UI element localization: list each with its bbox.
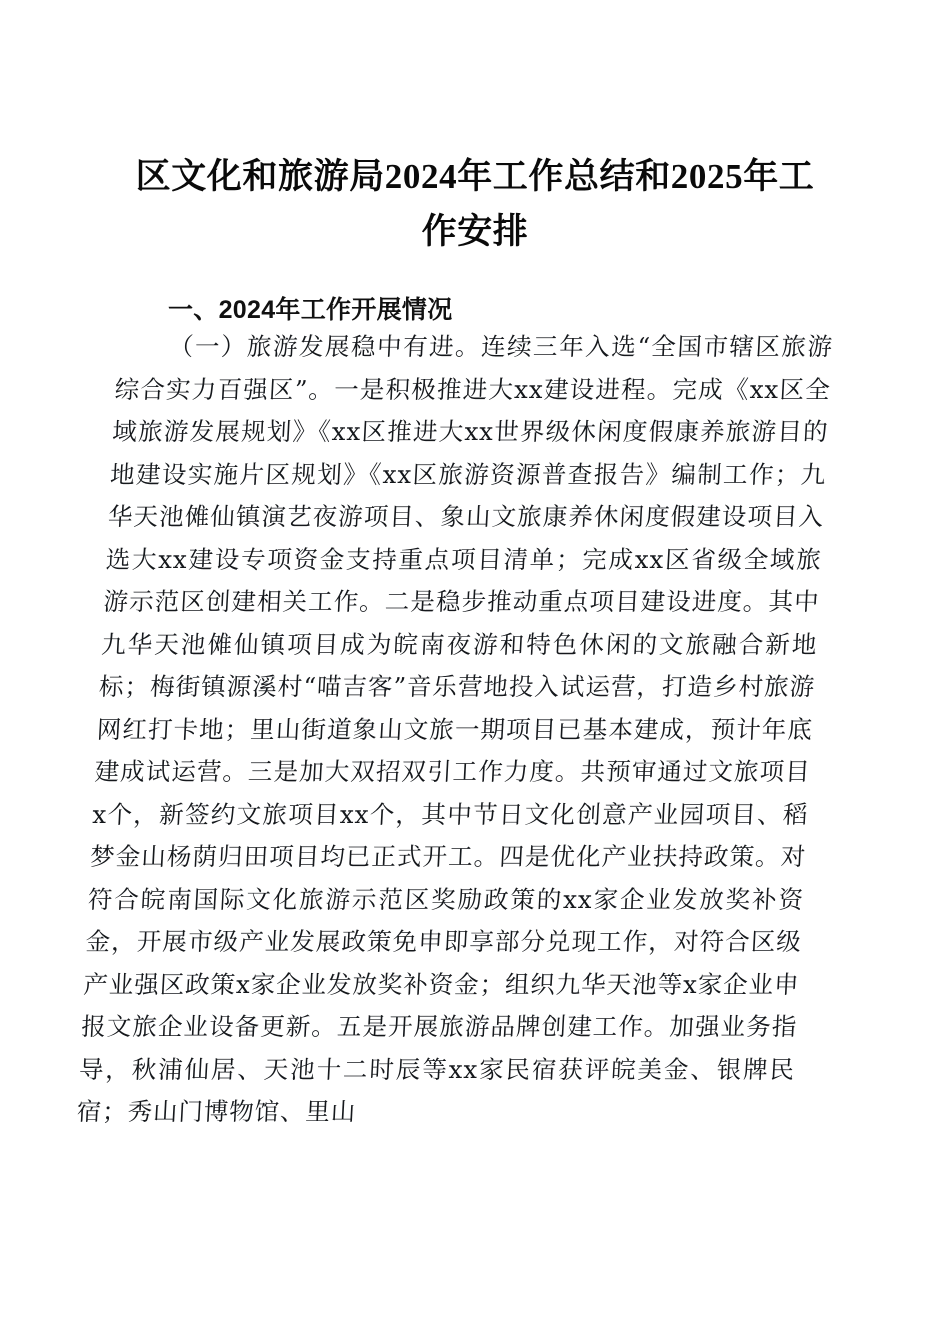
page-title: 区文化和旅游局2024年工作总结和2025年工作安排 — [135, 157, 815, 252]
paragraph-tourism-development: （一）旅游发展稳中有进。连续三年入选“全国市辖区旅游综合实力百强区”。一是积极推进大xx建设进程。完成《xx区全域旅游发展规划》《xx区推进大xx世界级休闲度假康养旅游目的地建设实施片区规划》《xx区旅游资源普查报告》编制工作；九华天池傩仙镇演艺夜游项目、象山文旅康养休闲度假建设项目入选大xx建设专项资金支持重点项目清单；完成xx区省级全域旅游示范区创建相关工作。二是稳步推动重点项目建设进度。其中九华天池傩仙镇项目成为皖南夜游和特色休闲的文旅融合新地标；梅街镇源溪村“喵吉客”音乐营地投入试运营，打造乡村旅游网红打卡地；里山街道象山文旅一期项目已基本建成，预计年底建成试运营。三是加大双招双引工作力度。共预审通过文旅项目x个，新签约文旅项目xx个，其中节日文化创意产业园项目、稻梦金山杨荫归田项目均已正式开工。四是优化产业扶持政策。对符合皖南国际文化旅游示范区奖励政策的xx家企业发放奖补资金，开展市级产业发展政策免申即享部分兑现工作，对符合区级产业强区政策x家企业发放奖补资金；组织九华天池等x家企业申报文旅企业设备更新。五是开展旅游品牌创建工作。加强业务指导，秋浦仙居、天池十二时辰等xx家民宿获评皖美金、银牌民宿；秀山门博物馆、里山 — [76, 332, 834, 1126]
section-heading-2024-work: 一、2024年工作开展情况 — [168, 295, 453, 324]
body-text-block — [76, 326, 834, 1134]
